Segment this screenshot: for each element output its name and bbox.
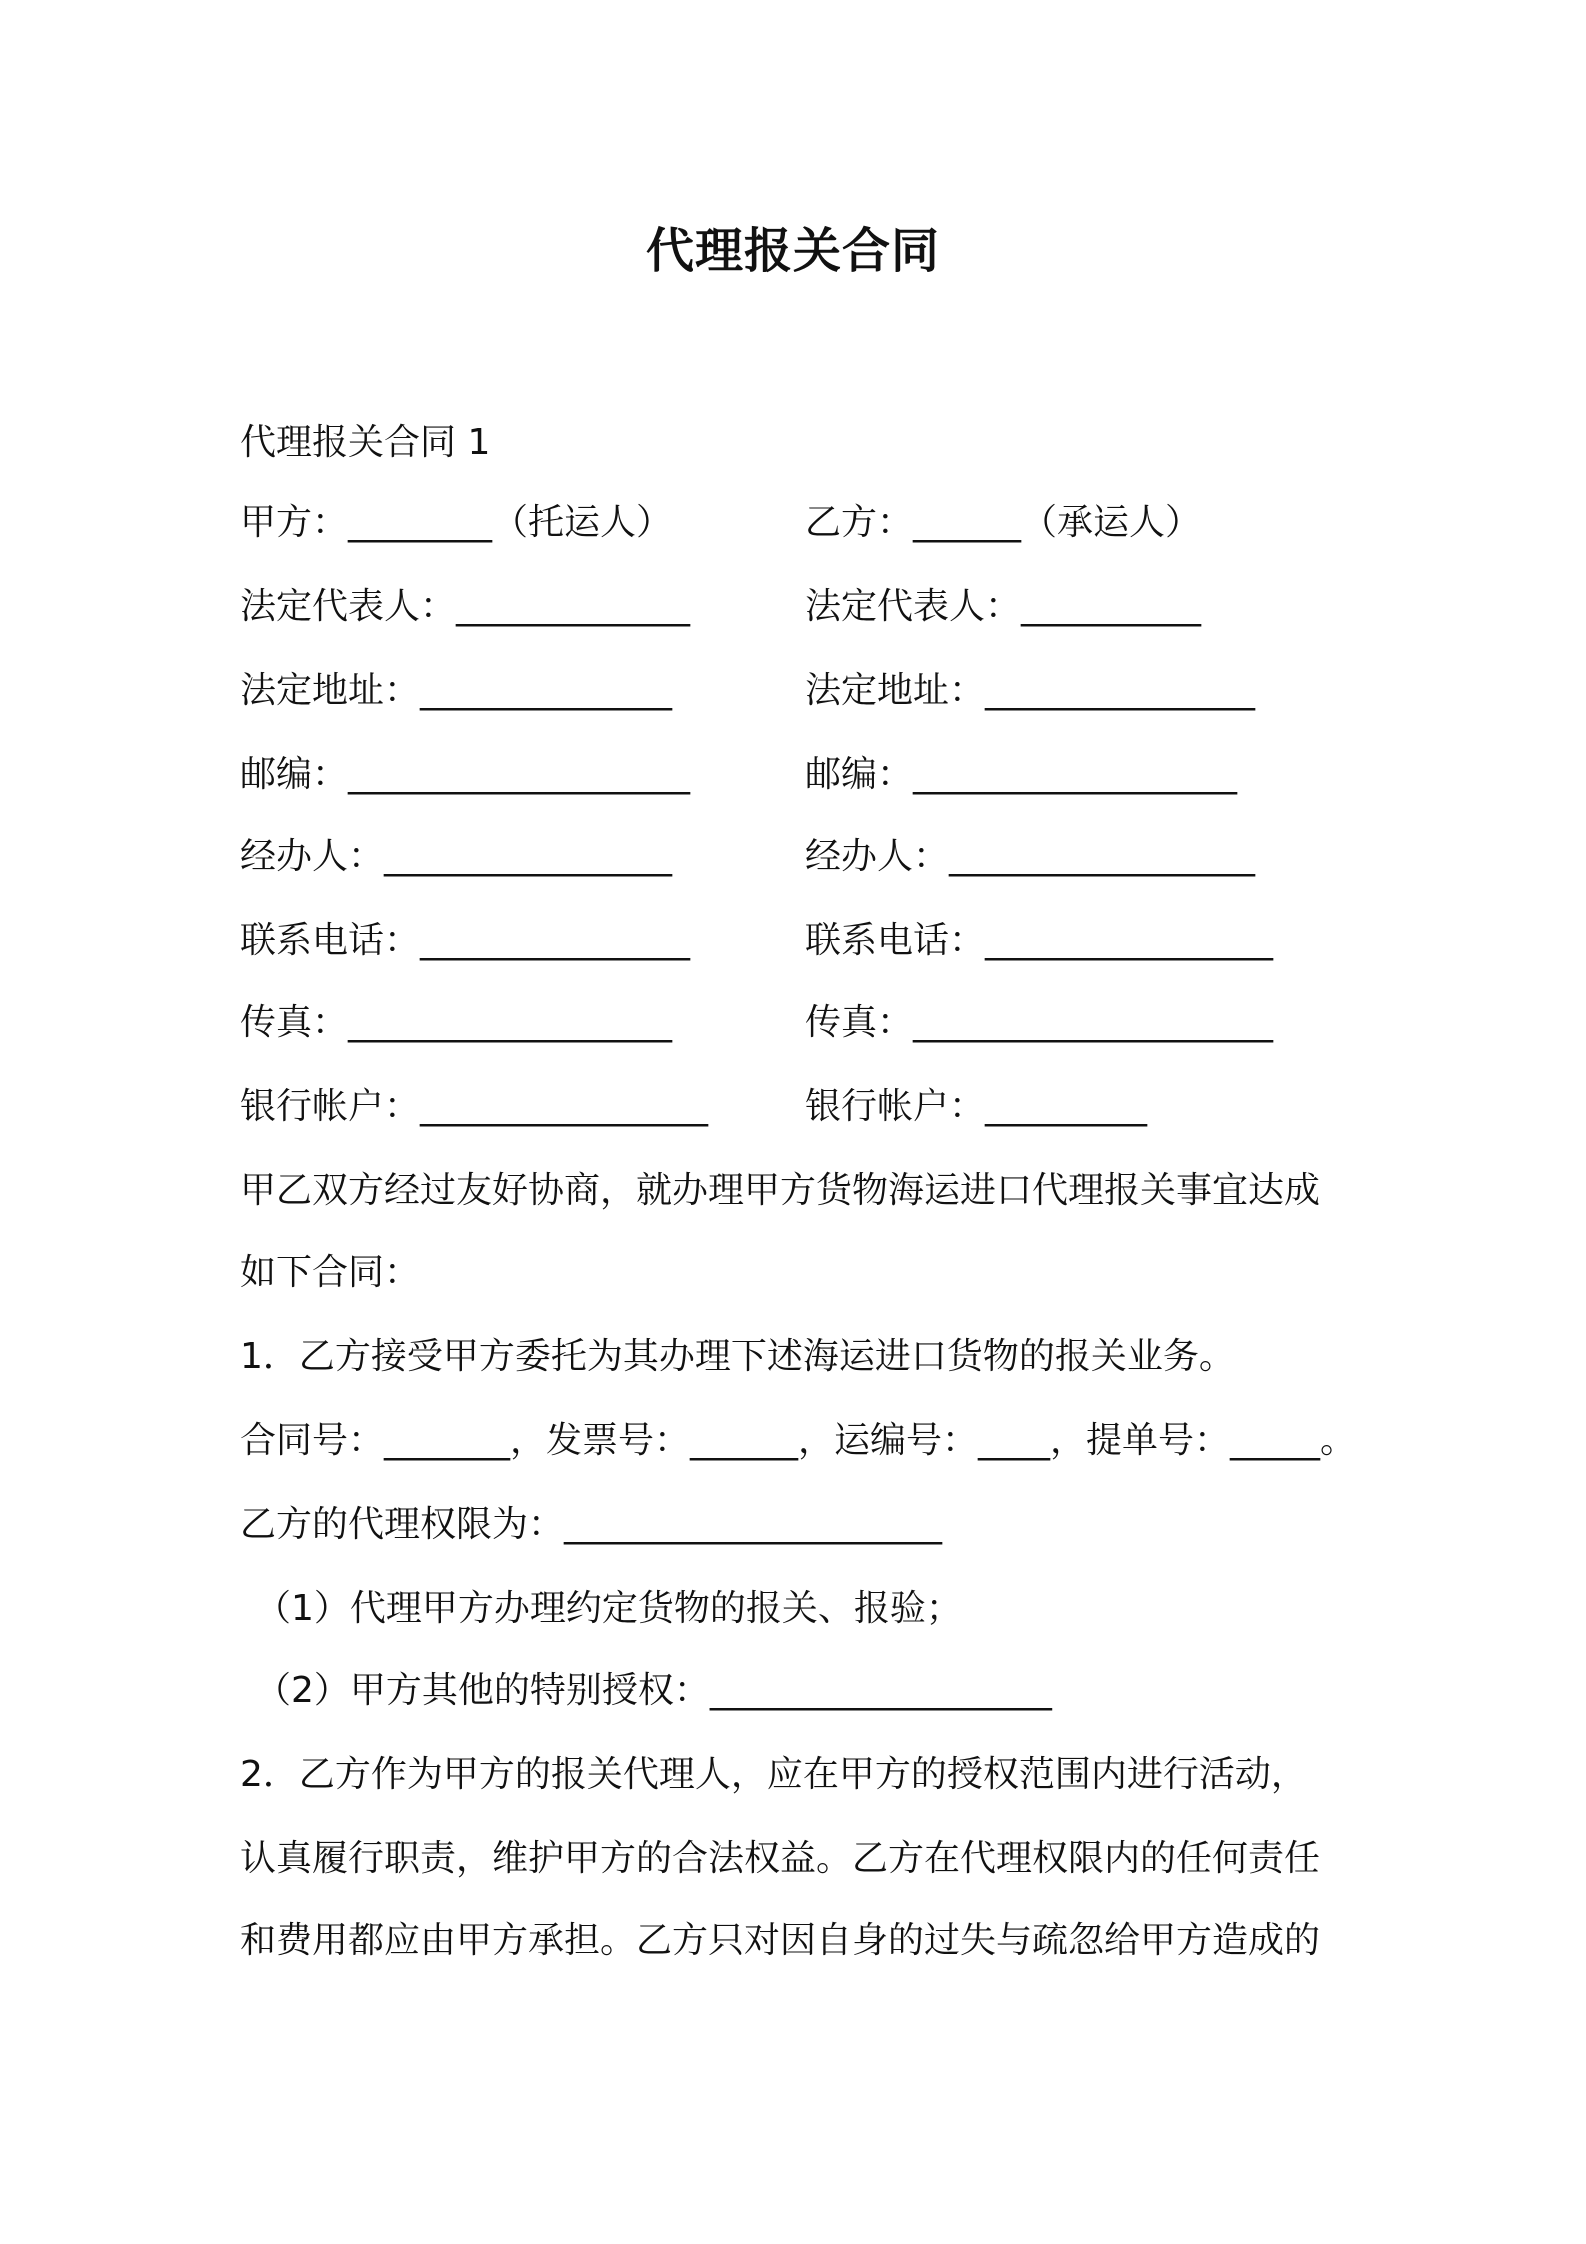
clause-1-numbers: 合同号：_______，发票号：______，运编号：____，提单号：_____。 <box>240 1420 1357 1461</box>
party-b-legal-rep: 法定代表人：__________ <box>805 586 1202 627</box>
clause-1-item-2: （2）甲方其他的特别授权：___________________ <box>255 1670 1052 1711</box>
party-a-postcode: 邮编：___________________ <box>240 754 691 795</box>
party-b-name: 乙方：______（承运人） <box>805 502 1202 543</box>
party-a-address: 法定地址：______________ <box>240 670 673 711</box>
party-b-address: 法定地址：_______________ <box>805 670 1256 711</box>
clause-1-text: 1．乙方接受甲方委托为其办理下述海运进口货物的报关业务。 <box>240 1336 1235 1377</box>
party-a-bank-account: 银行帐户：________________ <box>240 1086 709 1127</box>
party-a-name: 甲方：________（托运人） <box>240 502 673 543</box>
clause-2-line-2: 认真履行职责，维护甲方的合法权益。乙方在代理权限内的任何责任 <box>240 1838 1321 1879</box>
party-b-fax: 传真：____________________ <box>805 1002 1274 1043</box>
party-a-phone: 联系电话：_______________ <box>240 920 691 961</box>
party-b-handler: 经办人：_________________ <box>805 836 1256 877</box>
clause-2-line-3: 和费用都应由甲方承担。乙方只对因自身的过失与疏忽给甲方造成的 <box>240 1920 1321 1961</box>
clause-2-line-1: 2．乙方作为甲方的报关代理人，应在甲方的授权范围内进行活动， <box>240 1754 1307 1795</box>
party-a-fax: 传真：__________________ <box>240 1002 673 1043</box>
party-a-handler: 经办人：________________ <box>240 836 673 877</box>
intro-paragraph-line-1: 甲乙双方经过友好协商，就办理甲方货物海运进口代理报关事宜达成 <box>240 1170 1321 1211</box>
intro-paragraph-line-2: 如下合同： <box>240 1252 421 1293</box>
document-title: 代理报关合同 <box>645 223 940 279</box>
party-b-postcode: 邮编：__________________ <box>805 754 1238 795</box>
clause-1-scope: 乙方的代理权限为：_____________________ <box>240 1504 943 1545</box>
clause-1-item-1: （1）代理甲方办理约定货物的报关、报验； <box>255 1588 962 1629</box>
party-a-legal-rep: 法定代表人：_____________ <box>240 586 691 627</box>
party-b-phone: 联系电话：________________ <box>805 920 1274 961</box>
party-b-bank-account: 银行帐户：_________ <box>805 1086 1148 1127</box>
contract-subtitle: 代理报关合同 1 <box>240 422 491 463</box>
